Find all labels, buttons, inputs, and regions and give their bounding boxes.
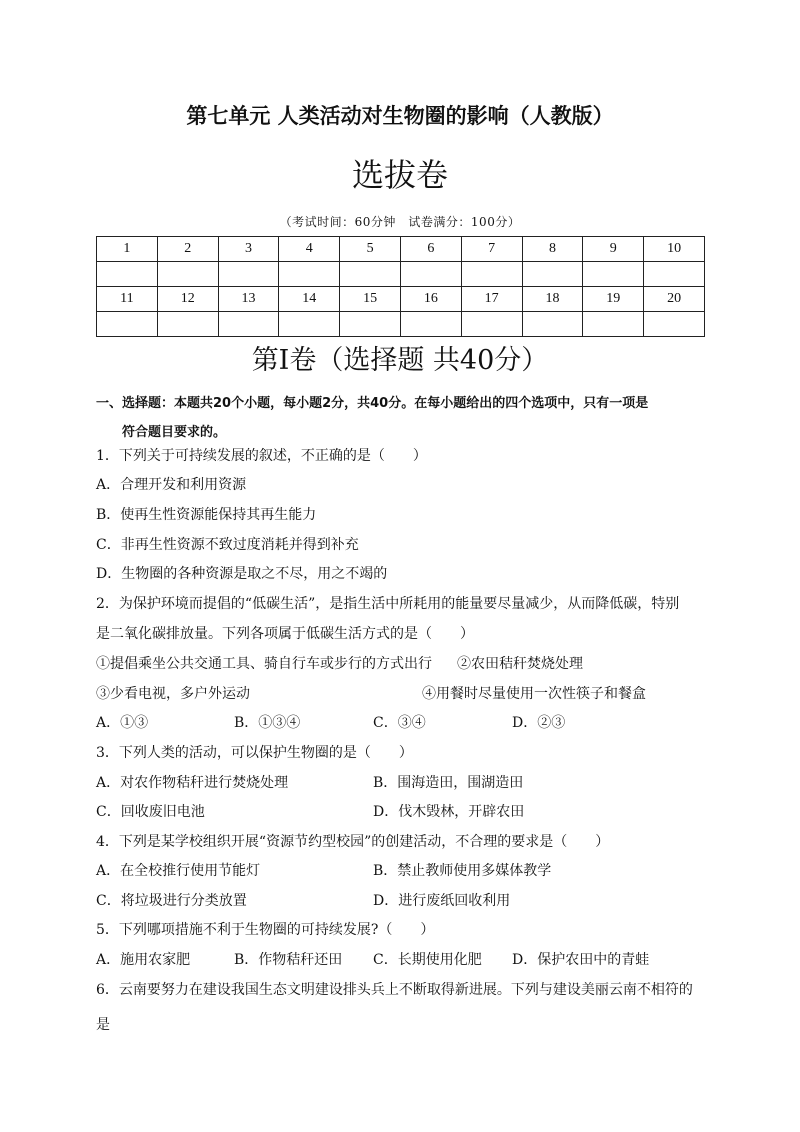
document-subtitle: 选拔卷	[351, 156, 448, 194]
answer-number-cell: 7	[461, 237, 522, 262]
document-title: 第七单元 人类活动对生物圈的影响（人教版）	[186, 104, 614, 128]
answer-blank-cell[interactable]	[340, 262, 401, 287]
answer-number-cell: 11	[97, 287, 158, 312]
answer-blank-cell[interactable]	[583, 262, 644, 287]
question-4-option-a: A．在全校推行使用节能灯	[96, 863, 261, 879]
question-4-option-d: D．进行废纸回收利用	[373, 893, 511, 909]
answer-number-cell: 5	[340, 237, 401, 262]
answer-number-cell: 13	[218, 287, 279, 312]
answer-table-blank-row-1	[97, 262, 705, 287]
answer-number-cell: 10	[644, 237, 705, 262]
answer-blank-cell[interactable]	[279, 262, 340, 287]
question-5-option-a: A．施用农家肥	[96, 952, 191, 968]
answer-blank-cell[interactable]	[461, 312, 522, 337]
question-2-option-c: C．③④	[373, 715, 426, 731]
answer-blank-cell[interactable]	[522, 312, 583, 337]
answer-number-cell: 12	[157, 287, 218, 312]
answer-blank-cell[interactable]	[644, 262, 705, 287]
answer-number-cell: 19	[583, 287, 644, 312]
answer-blank-cell[interactable]	[157, 312, 218, 337]
answer-blank-cell[interactable]	[97, 262, 158, 287]
answer-blank-cell[interactable]	[97, 312, 158, 337]
answer-number-cell: 6	[400, 237, 461, 262]
question-2-item-2: ②农田秸秆焚烧处理	[457, 656, 583, 672]
answer-number-cell: 9	[583, 237, 644, 262]
question-6-stem: 6．云南要努力在建设我国生态文明建设排头兵上不断取得新进展。下列与建设美丽云南不相符的	[96, 982, 693, 998]
question-2-option-a: A．①③	[96, 715, 149, 731]
question-2-stem: 2．为保护环境而提倡的“低碳生活”，是指生活中所耗用的能量要尽量减少，从而降低碳，特别	[96, 596, 680, 612]
question-2-item-1: ①提倡乘坐公共交通工具、骑自行车或步行的方式出行	[96, 656, 432, 672]
question-5-option-c: C．长期使用化肥	[373, 952, 482, 968]
question-3-option-b: B．围海造田，围湖造田	[373, 775, 524, 791]
answer-table	[96, 236, 705, 337]
answer-blank-cell[interactable]	[218, 312, 279, 337]
question-2-item-4: ④用餐时尽量使用一次性筷子和餐盒	[422, 686, 646, 702]
question-2-stem-continued: 是二氧化碳排放量。下列各项属于低碳生活方式的是（ ）	[96, 626, 474, 642]
answer-number-cell: 8	[522, 237, 583, 262]
answer-number-cell: 2	[157, 237, 218, 262]
answer-blank-cell[interactable]	[583, 312, 644, 337]
answer-blank-cell[interactable]	[218, 262, 279, 287]
answer-number-cell: 18	[522, 287, 583, 312]
question-1-option-c: C．非再生性资源不致过度消耗并得到补充	[96, 537, 359, 553]
answer-number-cell: 1	[97, 237, 158, 262]
section-heading: 一、选择题：本题共20个小题，每小题2分，共40分。在每小题给出的四个选项中，只有一项是	[96, 396, 649, 411]
answer-number-cell: 14	[279, 287, 340, 312]
question-3-option-d: D．伐木毁林，开辟农田	[373, 804, 525, 820]
answer-table-header-row-1	[97, 237, 705, 262]
answer-number-cell: 3	[218, 237, 279, 262]
question-5-option-b: B．作物秸秆还田	[234, 952, 343, 968]
exam-info: （考试时间：60分钟 试卷满分：100分）	[279, 215, 521, 229]
question-1-option-d: D．生物圈的各种资源是取之不尽，用之不竭的	[96, 566, 388, 582]
question-5-option-d: D．保护农田中的青蛙	[512, 952, 650, 968]
answer-blank-cell[interactable]	[279, 312, 340, 337]
answer-table-blank-row-2	[97, 312, 705, 337]
question-4-option-b: B．禁止教师使用多媒体教学	[373, 863, 552, 879]
answer-blank-cell[interactable]	[400, 312, 461, 337]
question-3-stem: 3．下列人类的活动，可以保护生物圈的是（ ）	[96, 745, 413, 761]
question-4-option-c: C．将垃圾进行分类放置	[96, 893, 247, 909]
answer-blank-cell[interactable]	[461, 262, 522, 287]
question-1-option-a: A．合理开发和利用资源	[96, 477, 247, 493]
question-4-stem: 4．下列是某学校组织开展“资源节约型校园”的创建活动，不合理的要求是（ ）	[96, 834, 610, 850]
answer-blank-cell[interactable]	[400, 262, 461, 287]
question-3-option-c: C．回收废旧电池	[96, 804, 205, 820]
question-6-stem-continued: 是	[96, 1017, 110, 1033]
answer-number-cell: 4	[279, 237, 340, 262]
question-2-option-d: D．②③	[512, 715, 566, 731]
answer-number-cell: 16	[400, 287, 461, 312]
answer-blank-cell[interactable]	[522, 262, 583, 287]
answer-number-cell: 17	[461, 287, 522, 312]
part-title: 第Ⅰ卷（选择题 共40分）	[251, 345, 549, 376]
question-1-option-b: B．使再生性资源能保持其再生能力	[96, 507, 317, 523]
answer-number-cell: 20	[644, 287, 705, 312]
answer-blank-cell[interactable]	[157, 262, 218, 287]
answer-number-cell: 15	[340, 287, 401, 312]
question-3-option-a: A．对农作物秸秆进行焚烧处理	[96, 775, 289, 791]
question-2-item-3: ③少看电视，多户外运动	[96, 686, 250, 702]
answer-table-header-row-2	[97, 287, 705, 312]
question-2-option-b: B．①③④	[234, 715, 301, 731]
answer-blank-cell[interactable]	[340, 312, 401, 337]
question-5-stem: 5．下列哪项措施不利于生物圈的可持续发展?（ ）	[96, 922, 435, 938]
question-1-stem: 1．下列关于可持续发展的叙述，不正确的是（ ）	[96, 448, 427, 464]
answer-blank-cell[interactable]	[644, 312, 705, 337]
section-heading-continued: 符合题目要求的。	[122, 425, 227, 440]
